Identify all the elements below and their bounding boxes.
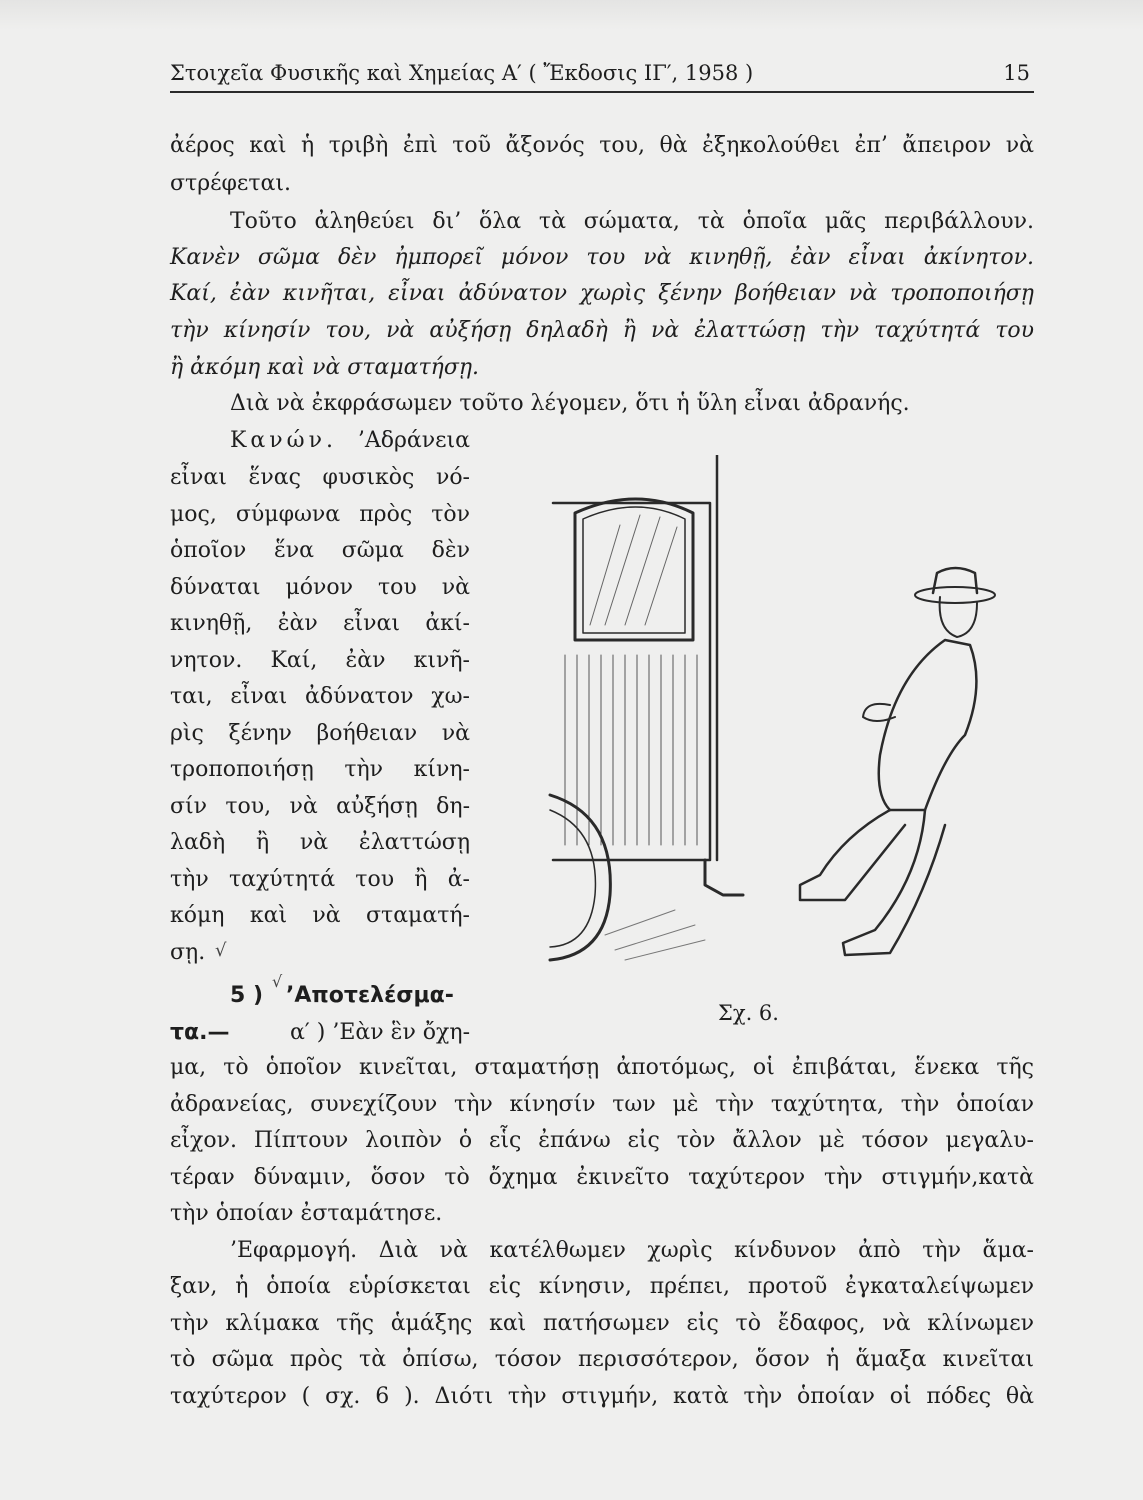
rule-line: νητον. Καί, ἐὰν κινῆ- — [170, 648, 470, 673]
section-heading-line2 — [170, 1015, 470, 1051]
rule-line: τροποποιήσῃ τὴν κίνη- — [170, 757, 470, 782]
rule-line: εἶναι ἕνας φυσικὸς νό- — [170, 465, 470, 490]
page-number: 15 — [1003, 61, 1030, 85]
text-line-italic: Καί, ἐὰν κινῆται, εἶναι ἀδύνατον χωρὶς ξένην βοήθειαν νὰ τροποποιήσῃ — [170, 281, 1034, 306]
rule-label: Κανών. — [230, 428, 337, 453]
text-line: Τοῦτο ἀληθεύει δι’ ὅλα τὰ σώματα, τὰ ὁποῖα μᾶς περιβάλλουν. — [230, 209, 1034, 234]
carriage-step — [705, 860, 743, 895]
rule-line: σῃ. — [170, 940, 206, 965]
text-line: τὸ σῶμα πρὸς τὰ ὀπίσω, τόσον περισσότερον, ὅσον ἡ ἅμαξα κινεῖται — [170, 1347, 1034, 1372]
rule-line: ται, εἶναι ἀδύνατον χω- — [170, 684, 470, 709]
rule-line: δύναται μόνον του νὰ — [170, 575, 470, 600]
handwritten-check-mark: √ — [272, 972, 283, 991]
man-figure — [800, 568, 995, 955]
section-heading-number: 5 ) — [230, 983, 264, 1008]
rule-line: τὴν ταχύτητά του ἢ ἀ- — [170, 867, 470, 892]
book-title: Στοιχεῖα Φυσικῆς καὶ Χημείας Α′ ( Ἔκδοσις ΙΓ′, 1958 ) — [170, 61, 754, 85]
rule-first-line — [230, 423, 470, 459]
text-line: ’Εφαρμογή. Διὰ νὰ κατέλθωμεν χωρὶς κίνδυνον ἀπὸ τὴν ἅμα- — [230, 1238, 1034, 1263]
text-line: ἀδρανείας, συνεχίζουν τὴν κίνησίν των μὲ τὴν ταχύτητα, τὴν ὁποίαν — [170, 1092, 1034, 1117]
running-header — [170, 55, 1034, 93]
figure-illustration — [545, 455, 1025, 1000]
text-line: Διὰ νὰ ἐκφράσωμεν τοῦτο λέγομεν, ὅτι ἡ ὕλη εἶναι ἀδρανής. — [230, 391, 910, 416]
rule-line: ὁποῖον ἕνα σῶμα δὲν — [170, 538, 470, 563]
text-line: ἀέρος καὶ ἡ τριβὴ ἐπὶ τοῦ ἄξονός του, θὰ ἐξηκολούθει ἐπ’ ἄπειρον νὰ — [170, 133, 1034, 158]
carriage-window — [575, 499, 693, 640]
section-heading: ’Αποτελέσμα- — [286, 983, 454, 1008]
rule-line: λαδὴ ἢ νὰ ἐλαττώσῃ — [170, 830, 470, 855]
handwritten-check-mark: √ — [215, 940, 227, 961]
section-heading-continued: τα.— — [170, 1020, 230, 1045]
text-line-italic: ἢ ἀκόμη καὶ νὰ σταματήσῃ. — [170, 355, 480, 380]
rule-line: κόμη καὶ νὰ σταματή- — [170, 903, 470, 928]
text-line: μα, τὸ ὁποῖον κινεῖται, σταματήσῃ ἀποτόμως, οἱ ἐπιβάται, ἕνεκα τῆς — [170, 1055, 1034, 1080]
rule-line: ρὶς ξένην βοήθειαν νὰ — [170, 721, 470, 746]
figure-caption: Σχ. 6. — [718, 1001, 779, 1025]
text-line: τὴν κλίμακα τῆς ἁμάξης καὶ πατήσωμεν εἰς τὸ ἔδαφος, νὰ κλίνωμεν — [170, 1311, 1034, 1336]
text-line: α′ ) ’Εὰν ἓν ὄχη- — [289, 1020, 470, 1045]
text-line: στρέφεται. — [170, 171, 291, 196]
text-line: τέραν δύναμιν, ὅσον τὸ ὄχημα ἐκινεῖτο ταχύτερον τὴν στιγμήν,κατὰ — [170, 1165, 1034, 1190]
text-line-italic: τὴν κίνησίν του, νὰ αὐξήσῃ δηλαδὴ ἢ νὰ ἐλαττώσῃ τὴν ταχύτητά του — [170, 318, 1034, 343]
text-line: ξαν, ἡ ὁποία εὑρίσκεται εἰς κίνησιν, πρέπει, προτοῦ ἐγκαταλείψωμεν — [170, 1274, 1034, 1299]
rule-line: μος, σύμφωνα πρὸς τὸν — [170, 502, 470, 527]
text-line: τὴν ὁποίαν ἐσταμάτησε. — [170, 1201, 443, 1226]
rule-line: κινηθῇ, ἐὰν εἶναι ἀκί- — [170, 611, 470, 636]
text-line: ταχύτερον ( σχ. 6 ). Διότι τὴν στιγμήν, κατὰ τὴν ὁποίαν οἱ πόδες θὰ — [170, 1384, 1034, 1409]
text-line-italic: Κανὲν σῶμα δὲν ἠμπορεῖ μόνον του νὰ κινηθῇ, ἐὰν εἶναι ἀκίνητον. — [170, 245, 1034, 270]
rule-line: σίν του, νὰ αὐξήσῃ δη- — [170, 794, 470, 819]
text-line: εἶχον. Πίπτουν λοιπὸν ὁ εἷς ἐπάνω εἰς τὸν ἄλλον μὲ τόσον μεγαλυ- — [170, 1128, 1034, 1153]
rule-first-word: ’Αδράνεια — [357, 428, 470, 453]
